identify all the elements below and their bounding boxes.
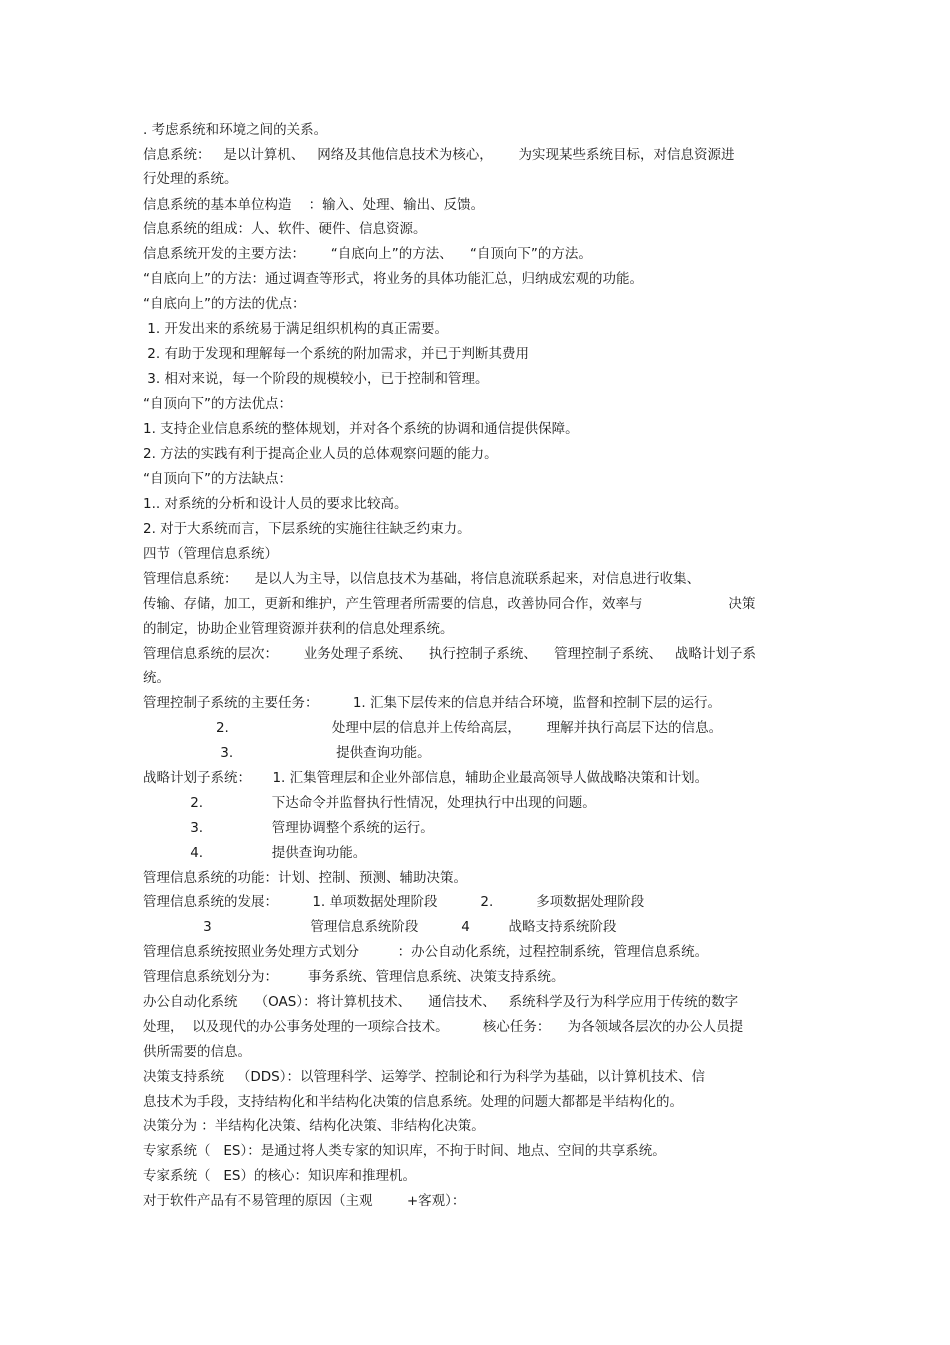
text-line: 传输、存储，加工，更新和维护，产生管理者所需要的信息，改善协同合作，效率与 决策 <box>143 596 756 612</box>
text-line: 1.. 对系统的分析和设计人员的要求比较高。 <box>143 496 408 512</box>
text-line: 2. 处理中层的信息并上传给高层， 理解并执行高层下达的信息。 <box>143 720 723 736</box>
text-line: 管理信息系统的功能：计划、控制、预测、辅助决策。 <box>143 870 467 886</box>
text-line: 办公自动化系统 （OAS）：将计算机技术、 通信技术、 系统科学及行为科学应用于传统的数字 <box>143 994 739 1010</box>
text-line: 管理控制子系统的主要任务： 1. 汇集下层传来的信息并结合环境，监督和控制下层的运行。 <box>143 695 722 711</box>
text-line: 信息系统： 是以计算机、 网络及其他信息技术为核心， 为实现某些系统目标，对信息资源进 <box>143 147 735 163</box>
text-line: 管理信息系统按照业务处理方式划分 ：办公自动化系统，过程控制系统，管理信息系统。 <box>143 944 709 960</box>
text-line: 管理信息系统的层次： 业务处理子系统、 执行控制子系统、 管理控制子系统、 战略计划子系 <box>143 646 756 662</box>
text-line: 3 管理信息系统阶段 4 战略支持系统阶段 <box>143 919 617 935</box>
text-line: “自顶向下”的方法缺点： <box>143 471 292 487</box>
text-line: 专家系统（ ES）：是通过将人类专家的知识库，不拘于时间、地点、空间的共享系统。 <box>143 1143 666 1159</box>
text-line: 供所需要的信息。 <box>143 1044 251 1060</box>
text-line: 管理信息系统划分为： 事务系统、管理信息系统、决策支持系统。 <box>143 969 565 985</box>
text-line: 2. 有助于发现和理解每一个系统的附加需求，并已于判断其费用 <box>143 346 529 362</box>
text-line: 行处理的系统。 <box>143 171 238 187</box>
text-line: 4. 提供查询功能。 <box>143 845 367 861</box>
text-line: 决策分为 ：半结构化决策、结构化决策、非结构化决策。 <box>143 1118 485 1134</box>
text-line: 信息系统开发的主要方法： “自底向上”的方法、 “自顶向下”的方法。 <box>143 246 592 262</box>
text-line: 统。 <box>143 670 170 686</box>
text-line: 3. 管理协调整个系统的运行。 <box>143 820 434 836</box>
text-line: “自底向上”的方法：通过调查等形式，将业务的具体功能汇总，归纳成宏观的功能。 <box>143 271 643 287</box>
text-line: 决策支持系统 （DDS）：以管理科学、运筹学、控制论和行为科学为基础，以计算机技术、信 <box>143 1069 705 1085</box>
text-line: “自顶向下”的方法优点： <box>143 396 292 412</box>
text-line: 管理信息系统的发展： 1. 单项数据处理阶段 2. 多项数据处理阶段 <box>143 894 645 910</box>
text-line: 管理信息系统： 是以人为主导，以信息技术为基础，将信息流联系起来，对信息进行收集、 <box>143 571 701 587</box>
text-line: . 考虑系统和环境之间的关系。 <box>143 122 328 138</box>
text-line: “自底向上”的方法的优点： <box>143 296 306 312</box>
text-line: 3. 相对来说，每一个阶段的规模较小，已于控制和管理。 <box>143 371 489 387</box>
text-line: 3. 提供查询功能。 <box>143 745 431 761</box>
text-line: 2. 方法的实践有利于提高企业人员的总体观察问题的能力。 <box>143 446 498 462</box>
text-line: 对于软件产品有不易管理的原因（主观 +客观）： <box>143 1193 466 1209</box>
text-line: 2. 下达命令并监督执行性情况，处理执行中出现的问题。 <box>143 795 596 811</box>
text-line: 1. 开发出来的系统易于满足组织机构的真正需要。 <box>143 321 448 337</box>
text-line: 战略计划子系统： 1. 汇集管理层和企业外部信息，辅助企业最高领导人做战略决策和计划。 <box>143 770 709 786</box>
text-line: 息技术为手段，支持结构化和半结构化决策的信息系统。处理的问题大都都是半结构化的。 <box>143 1094 683 1110</box>
text-line: 的制定，协助企业管理资源并获利的信息处理系统。 <box>143 621 454 637</box>
text-line: 信息系统的组成：人、软件、硬件、信息资源。 <box>143 221 427 237</box>
text-line: 处理， 以及现代的办公事务处理的一项综合技术。 核心任务： 为各领域各层次的办公人员提 <box>143 1019 744 1035</box>
text-line: 2. 对于大系统而言，下层系统的实施往往缺乏约束力。 <box>143 521 471 537</box>
text-line: 信息系统的基本单位构造 ：输入、处理、输出、反馈。 <box>143 197 485 213</box>
section-heading: 四节（管理信息系统） <box>143 546 278 562</box>
text-line: 专家系统（ ES）的核心：知识库和推理机。 <box>143 1168 416 1184</box>
text-line: 1. 支持企业信息系统的整体规划，并对各个系统的协调和通信提供保障。 <box>143 421 579 437</box>
